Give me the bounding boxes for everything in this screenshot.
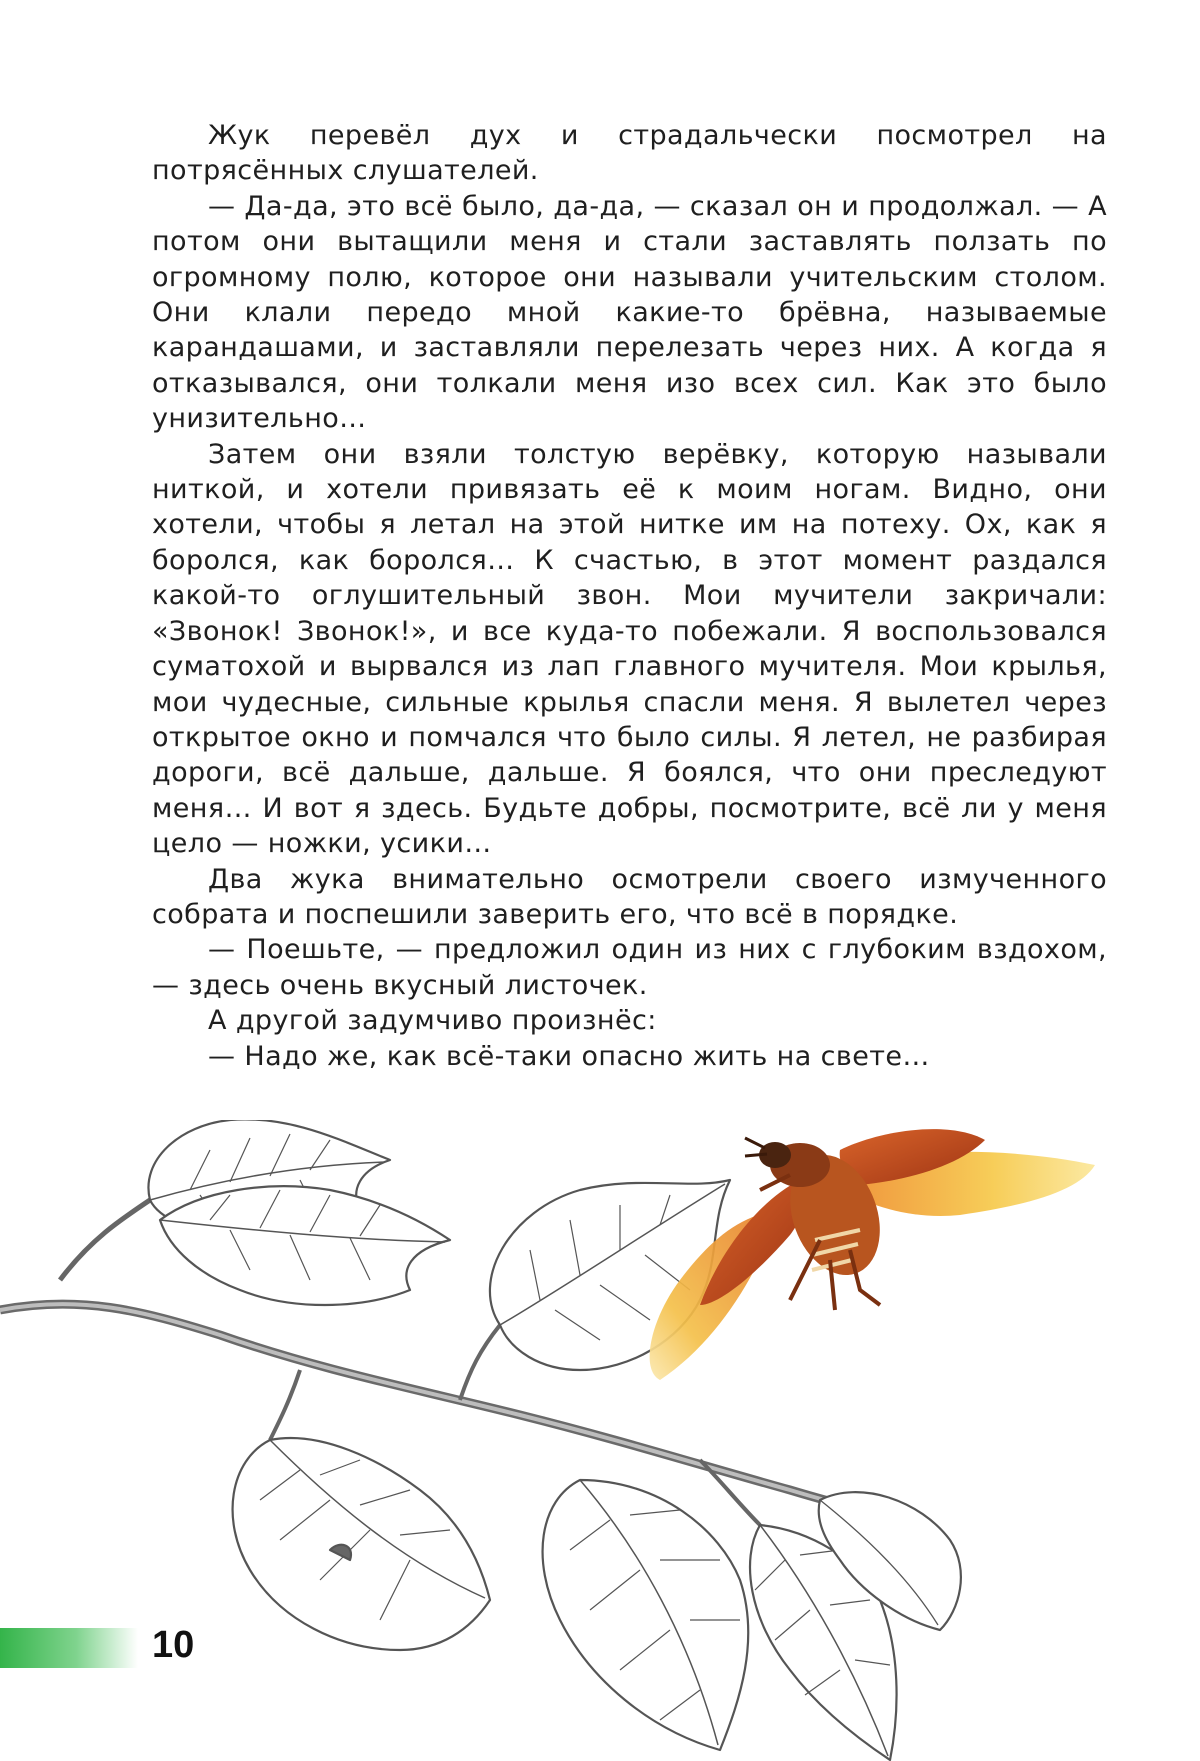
paragraph: Затем они взяли толстую верёвку, которую называли ниткой, и хотели привязать её к моим ногам. Видно, они хотели, чтобы я летал на этой нитке им на потеху. Ох, как я боролся, как боролся… К счастью, в этот момент раздался какой-то оглушительный звон. Мои мучители закричали: «Звонок! Звонок!», и все куда-то побежали. Я воспользовался суматохой и вырвался из лап главного мучителя. Мои крылья, мои чудесные, сильные крылья спасли меня. Я вылетел через открытое окно и помчался что было силы. Я летел, не разбирая дороги, всё дальше, дальше. Я боялся, что они преследуют меня… И вот я здесь. Будьте добры, посмотрите, всё ли у меня цело — ножки, усики… (152, 438, 1107, 860)
page-accent-bar (0, 1628, 138, 1668)
paragraph: Жук перевёл дух и страдальчески посмотрел на потрясённых слушателей. (152, 120, 1107, 187)
story-text (152, 118, 1107, 1074)
paragraph: А другой задумчиво произнёс: (208, 1005, 657, 1037)
leaf (160, 1186, 450, 1305)
paragraph: — Поешьте, — предложил один из них с глубоким вздохом, — здесь очень вкусный листочек. (152, 934, 1107, 1001)
paragraph: Два жука внимательно осмотрели своего измученного собрата и поспешили заверить его, что всё в порядке. (152, 863, 1107, 930)
paragraph: — Надо же, как всё-таки опасно жить на свете… (208, 1040, 930, 1072)
leaf (543, 1480, 749, 1750)
beetle-illustration (650, 1129, 1095, 1380)
leaf (233, 1438, 490, 1650)
page-number: 10 (152, 1624, 195, 1666)
paragraph: — Да-да, это всё было, да-да, — сказал он и продолжал. — А потом они вытащили меня и стали заставлять ползать по огромному полю, которое они называли учительским столом. Они клали передо мной какие-то брёвна, называемые карандашами, и заставляли перелезать через них. А когда я отказывался, они толкали меня изо всех сил. Как это было унизительно… (152, 190, 1107, 435)
